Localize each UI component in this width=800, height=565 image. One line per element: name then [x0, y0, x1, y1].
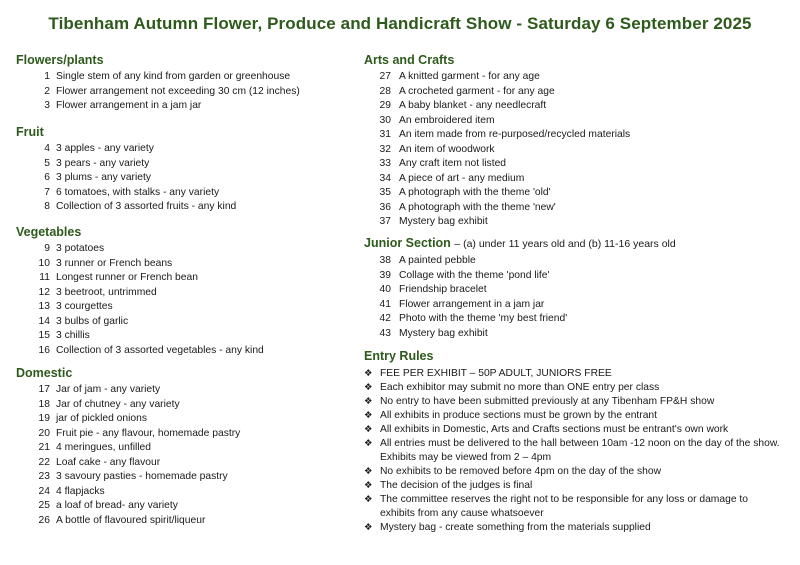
class-text: Longest runner or French bean [56, 272, 198, 283]
class-item [364, 283, 676, 298]
class-text: A photograph with the theme 'old' [399, 187, 551, 198]
class-item [16, 315, 264, 330]
class-item [16, 171, 236, 186]
class-number: 27 [379, 71, 391, 82]
class-text: Fruit pie - any flavour, homemade pastry [56, 427, 241, 439]
rule-item [364, 367, 784, 381]
page-title: Tibenham Autumn Flower, Produce and Handicraft Show - Saturday 6 September 2025 [48, 14, 752, 33]
class-number: 35 [379, 187, 391, 198]
class-number: 5 [44, 157, 50, 169]
class-number: 22 [38, 456, 50, 468]
class-text: 3 bulbs of garlic [56, 315, 129, 327]
rules-list [364, 367, 784, 535]
class-number: 12 [38, 286, 50, 298]
class-text: jar of pickled onions [56, 413, 148, 424]
class-text: 4 meringues, unfilled [56, 442, 152, 453]
class-text: Single stem of any kind from garden or greenhouse [56, 71, 291, 82]
class-number: 38 [379, 255, 391, 266]
class-item [364, 114, 630, 129]
class-number: 4 [44, 143, 50, 154]
class-item [16, 470, 240, 485]
class-item [16, 286, 264, 301]
class-item [16, 186, 236, 201]
class-number: 32 [379, 143, 391, 155]
class-text: Loaf cake - any flavour [56, 456, 161, 468]
class-number: 43 [379, 327, 391, 339]
class-number: 14 [38, 315, 50, 327]
class-text: Friendship bracelet [399, 284, 487, 295]
class-text: Jar of chutney - any variety [56, 398, 180, 410]
class-list [364, 254, 676, 341]
class-item [364, 85, 630, 100]
class-number: 28 [379, 85, 391, 97]
class-list [16, 383, 240, 528]
class-text: Flower arrangement in a jam jar [399, 298, 545, 310]
class-number: 29 [379, 100, 391, 111]
class-list [364, 70, 630, 230]
class-number: 15 [38, 330, 50, 341]
class-number: 16 [38, 344, 50, 356]
class-text: A photograph with the theme 'new' [399, 201, 556, 213]
class-text: 6 tomatoes, with stalks - any variety [56, 186, 220, 198]
class-text: Mystery bag exhibit [399, 327, 488, 339]
class-item [364, 128, 630, 143]
rule-text: All entries must be delivered to the hall between 10am -12 noon on the day of the show. Exhibits may be viewed from 2 – 4pm [380, 438, 780, 463]
class-item [16, 142, 236, 157]
class-item [16, 398, 240, 413]
class-item [16, 441, 240, 456]
class-text: 3 plums - any variety [56, 172, 151, 183]
class-number: 33 [379, 158, 391, 169]
class-text: Jar of jam - any variety [56, 384, 161, 395]
class-item [16, 200, 236, 215]
rule-text: Each exhibitor may submit no more than ONE entry per class [380, 382, 660, 393]
class-text: A painted pebble [399, 255, 476, 266]
section-heading: Fruit [16, 125, 44, 139]
rule-item [364, 381, 784, 395]
diamond-bullet-icon: ❖ [364, 522, 373, 533]
class-text: 3 runner or French beans [56, 257, 173, 269]
class-list [16, 242, 264, 358]
section-heading [364, 235, 676, 252]
class-item [364, 99, 630, 114]
class-item [16, 499, 240, 514]
rule-item [364, 521, 784, 535]
class-text: An item of woodwork [399, 143, 495, 155]
class-number: 11 [39, 272, 50, 283]
class-item [16, 456, 240, 471]
class-text: 3 savoury pasties - homemade pastry [56, 471, 228, 482]
class-item [364, 143, 630, 158]
class-item [364, 70, 630, 85]
class-number: 24 [38, 485, 50, 497]
section-flowers [16, 52, 300, 114]
class-item [16, 99, 300, 114]
junior-heading: Junior Section [364, 236, 451, 250]
section-heading: Vegetables [16, 225, 82, 239]
class-text: Flower arrangement in a jam jar [56, 100, 202, 111]
class-text: Any craft item not listed [399, 158, 507, 169]
class-item [16, 485, 240, 500]
junior-subheading: – (a) under 11 years old and (b) 11-16 years old [454, 238, 676, 250]
class-number: 42 [379, 313, 391, 324]
rule-text: No entry to have been submitted previously at any Tibenham FP&H show [380, 396, 715, 407]
class-number: 36 [379, 201, 391, 213]
class-number: 20 [38, 427, 50, 439]
section-heading: Domestic [16, 366, 73, 380]
section-domestic [16, 365, 240, 528]
class-number: 9 [44, 243, 50, 254]
section-fruit [16, 124, 236, 215]
class-text: 3 pears - any variety [56, 157, 150, 169]
class-text: A bottle of flavoured spirit/liqueur [56, 514, 206, 526]
diamond-bullet-icon: ❖ [364, 466, 373, 477]
class-text: Collection of 3 assorted fruits - any kind [56, 201, 237, 212]
class-number: 7 [44, 186, 50, 198]
class-item [16, 300, 264, 315]
class-text: 3 beetroot, untrimmed [56, 286, 157, 298]
diamond-bullet-icon: ❖ [364, 410, 373, 421]
rule-text: The decision of the judges is final [380, 480, 533, 491]
class-text: A piece of art - any medium [399, 172, 525, 184]
class-number: 39 [379, 269, 391, 281]
class-number: 8 [44, 201, 50, 212]
class-number: 41 [379, 298, 391, 310]
rule-text: Mystery bag - create something from the materials supplied [380, 522, 651, 533]
class-text: Collection of 3 assorted vegetables - any kind [56, 344, 264, 356]
class-item [364, 298, 676, 313]
class-item [16, 271, 264, 286]
class-number: 2 [44, 85, 50, 97]
rule-item [364, 437, 784, 465]
class-text: a loaf of bread- any variety [56, 500, 178, 511]
diamond-bullet-icon: ❖ [364, 480, 373, 491]
class-item [16, 427, 240, 442]
class-list [16, 70, 300, 114]
section-junior [364, 235, 676, 341]
class-text: 3 courgettes [56, 301, 113, 312]
class-item [364, 327, 676, 342]
class-item [364, 186, 630, 201]
class-text: 3 chillis [56, 330, 90, 341]
diamond-bullet-icon: ❖ [364, 396, 373, 407]
class-number: 6 [44, 172, 50, 183]
class-item [364, 201, 630, 216]
class-item [364, 269, 676, 284]
class-item [16, 514, 240, 529]
class-item [16, 412, 240, 427]
class-text: Flower arrangement not exceeding 30 cm (12 inches) [56, 85, 300, 97]
class-number: 37 [379, 216, 391, 227]
diamond-bullet-icon: ❖ [364, 368, 373, 379]
class-text: A crocheted garment - for any age [399, 85, 555, 97]
class-item [16, 157, 236, 172]
class-number: 34 [379, 172, 391, 184]
diamond-bullet-icon: ❖ [364, 424, 373, 435]
class-number: 3 [44, 100, 50, 111]
class-item [16, 242, 264, 257]
class-item [364, 254, 676, 269]
class-text: 4 flapjacks [56, 485, 105, 497]
rule-item [364, 493, 784, 521]
class-item [16, 344, 264, 359]
section-arts-and-crafts [364, 52, 630, 230]
section-vegetables [16, 224, 264, 358]
diamond-bullet-icon: ❖ [364, 494, 373, 505]
rule-item [364, 479, 784, 493]
rule-text: All exhibits in Domestic, Arts and Crafts sections must be entrant's own work [380, 424, 729, 435]
class-item [16, 70, 300, 85]
class-number: 19 [38, 413, 50, 424]
class-number: 31 [379, 129, 391, 140]
diamond-bullet-icon: ❖ [364, 438, 373, 449]
section-heading: Flowers/plants [16, 53, 104, 67]
class-item [364, 157, 630, 172]
section-entry-rules [364, 348, 784, 535]
class-text: An embroidered item [399, 114, 495, 126]
class-item [364, 215, 630, 230]
class-number: 13 [38, 301, 50, 312]
rule-text: All exhibits in produce sections must be grown by the entrant [380, 410, 658, 421]
class-text: A baby blanket - any needlecraft [399, 100, 547, 111]
rule-item [364, 395, 784, 409]
class-text: Photo with the theme 'my best friend' [399, 313, 568, 324]
class-number: 10 [38, 257, 50, 269]
rule-item [364, 465, 784, 479]
class-item [16, 329, 264, 344]
rule-text: The committee reserves the right not to be responsible for any loss or damage to exhibits from any cause whatsoever [380, 494, 749, 519]
class-text: 3 potatoes [56, 243, 105, 254]
class-text: Collage with the theme 'pond life' [399, 269, 550, 281]
class-number: 18 [38, 398, 50, 410]
class-number: 30 [379, 114, 391, 126]
rule-text: FEE PER EXHIBIT – 50P ADULT, JUNIORS FREE [380, 368, 612, 379]
class-item [16, 383, 240, 398]
class-text: A knitted garment - for any age [399, 71, 540, 82]
class-number: 23 [38, 471, 50, 482]
class-item [364, 312, 676, 327]
diamond-bullet-icon: ❖ [364, 382, 373, 393]
class-item [364, 172, 630, 187]
class-number: 1 [44, 71, 50, 82]
class-list [16, 142, 236, 215]
class-number: 40 [379, 284, 391, 295]
class-number: 17 [38, 384, 50, 395]
class-item [16, 257, 264, 272]
rule-text: No exhibits to be removed before 4pm on the day of the show [380, 466, 662, 477]
class-item [16, 85, 300, 100]
class-text: Mystery bag exhibit [399, 216, 488, 227]
rule-item [364, 423, 784, 437]
rule-item [364, 409, 784, 423]
section-heading: Arts and Crafts [364, 53, 455, 67]
class-number: 25 [38, 500, 50, 511]
class-text: An item made from re-purposed/recycled materials [399, 129, 631, 140]
class-number: 21 [38, 442, 50, 453]
class-number: 26 [38, 514, 50, 526]
class-text: 3 apples - any variety [56, 143, 154, 154]
section-heading: Entry Rules [364, 349, 434, 363]
